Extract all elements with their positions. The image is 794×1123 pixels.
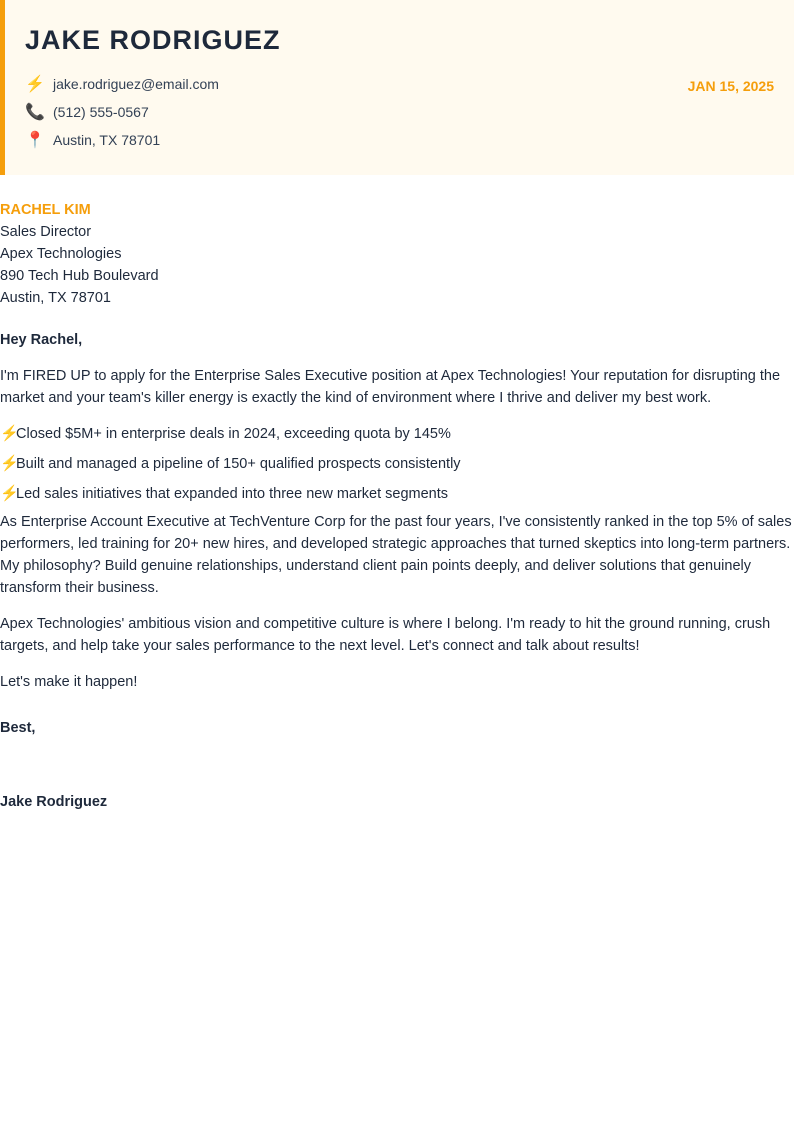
location-text: Austin, TX 78701 <box>53 132 161 148</box>
letter-date: JAN 15, 2025 <box>687 78 774 94</box>
achievement-text: Built and managed a pipeline of 150+ qualified prospects consistently <box>16 456 461 472</box>
recipient-block <box>0 199 794 309</box>
achievement-item <box>0 423 794 445</box>
greeting: Hey Rachel, <box>0 332 83 348</box>
signature-name: Jake Rodriguez <box>0 794 108 810</box>
recipient-title: Sales Director <box>0 224 92 240</box>
closing-line: Let's make it happen! <box>0 674 138 690</box>
lightning-bullet-icon: ⚡ <box>0 425 19 442</box>
phone-icon: 📞 <box>25 104 45 121</box>
achievement-item <box>0 453 794 475</box>
contact-email <box>25 70 774 98</box>
intro-paragraph: I'm FIRED UP to apply for the Enterprise Sales Executive position at Apex Technologies! Your reputation for disrupting the market and your team's killer energy is exactly the kind of environment where I thrive and deliver my best work. <box>0 368 781 406</box>
experience-paragraph: As Enterprise Account Executive at TechVenture Corp for the past four years, I've consistently ranked in the top 5% of sales performers, led training for 20+ new hires, and developed strategic approaches that turned skeptics into long-term partners. My philosophy? Build genuine relationships, understand client pain points deeply, and deliver solutions that genuinely transform their business. <box>0 514 792 596</box>
recipient-city: Austin, TX 78701 <box>0 290 111 306</box>
recipient-company: Apex Technologies <box>0 246 122 262</box>
contact-phone <box>25 98 774 126</box>
lightning-bullet-icon: ⚡ <box>0 455 19 472</box>
phone-text: (512) 555-0567 <box>53 104 149 120</box>
lightning-bullet-icon: ⚡ <box>0 485 19 502</box>
achievement-text: Closed $5M+ in enterprise deals in 2024, exceeding quota by 145% <box>16 426 451 442</box>
email-text: jake.rodriguez@email.com <box>53 76 219 92</box>
motivation-paragraph: Apex Technologies' ambitious vision and competitive culture is where I belong. I'm ready to hit the ground running, crush targets, and help take your sales performance to the next level. Let's connect and talk about results! <box>0 616 771 654</box>
recipient-name: RACHEL KIM <box>0 202 91 218</box>
contact-list <box>25 70 774 154</box>
sender-name: JAKE RODRIGUEZ <box>25 25 281 55</box>
letter-header <box>0 0 794 175</box>
achievement-list <box>0 423 794 505</box>
signoff: Best, <box>0 720 36 736</box>
achievement-text: Led sales initiatives that expanded into three new market segments <box>16 486 449 502</box>
pin-icon: 📍 <box>25 132 45 149</box>
recipient-street: 890 Tech Hub Boulevard <box>0 268 159 284</box>
contact-location <box>25 126 774 154</box>
letter-body <box>0 199 794 813</box>
achievement-item <box>0 483 794 505</box>
lightning-icon: ⚡ <box>25 76 45 93</box>
